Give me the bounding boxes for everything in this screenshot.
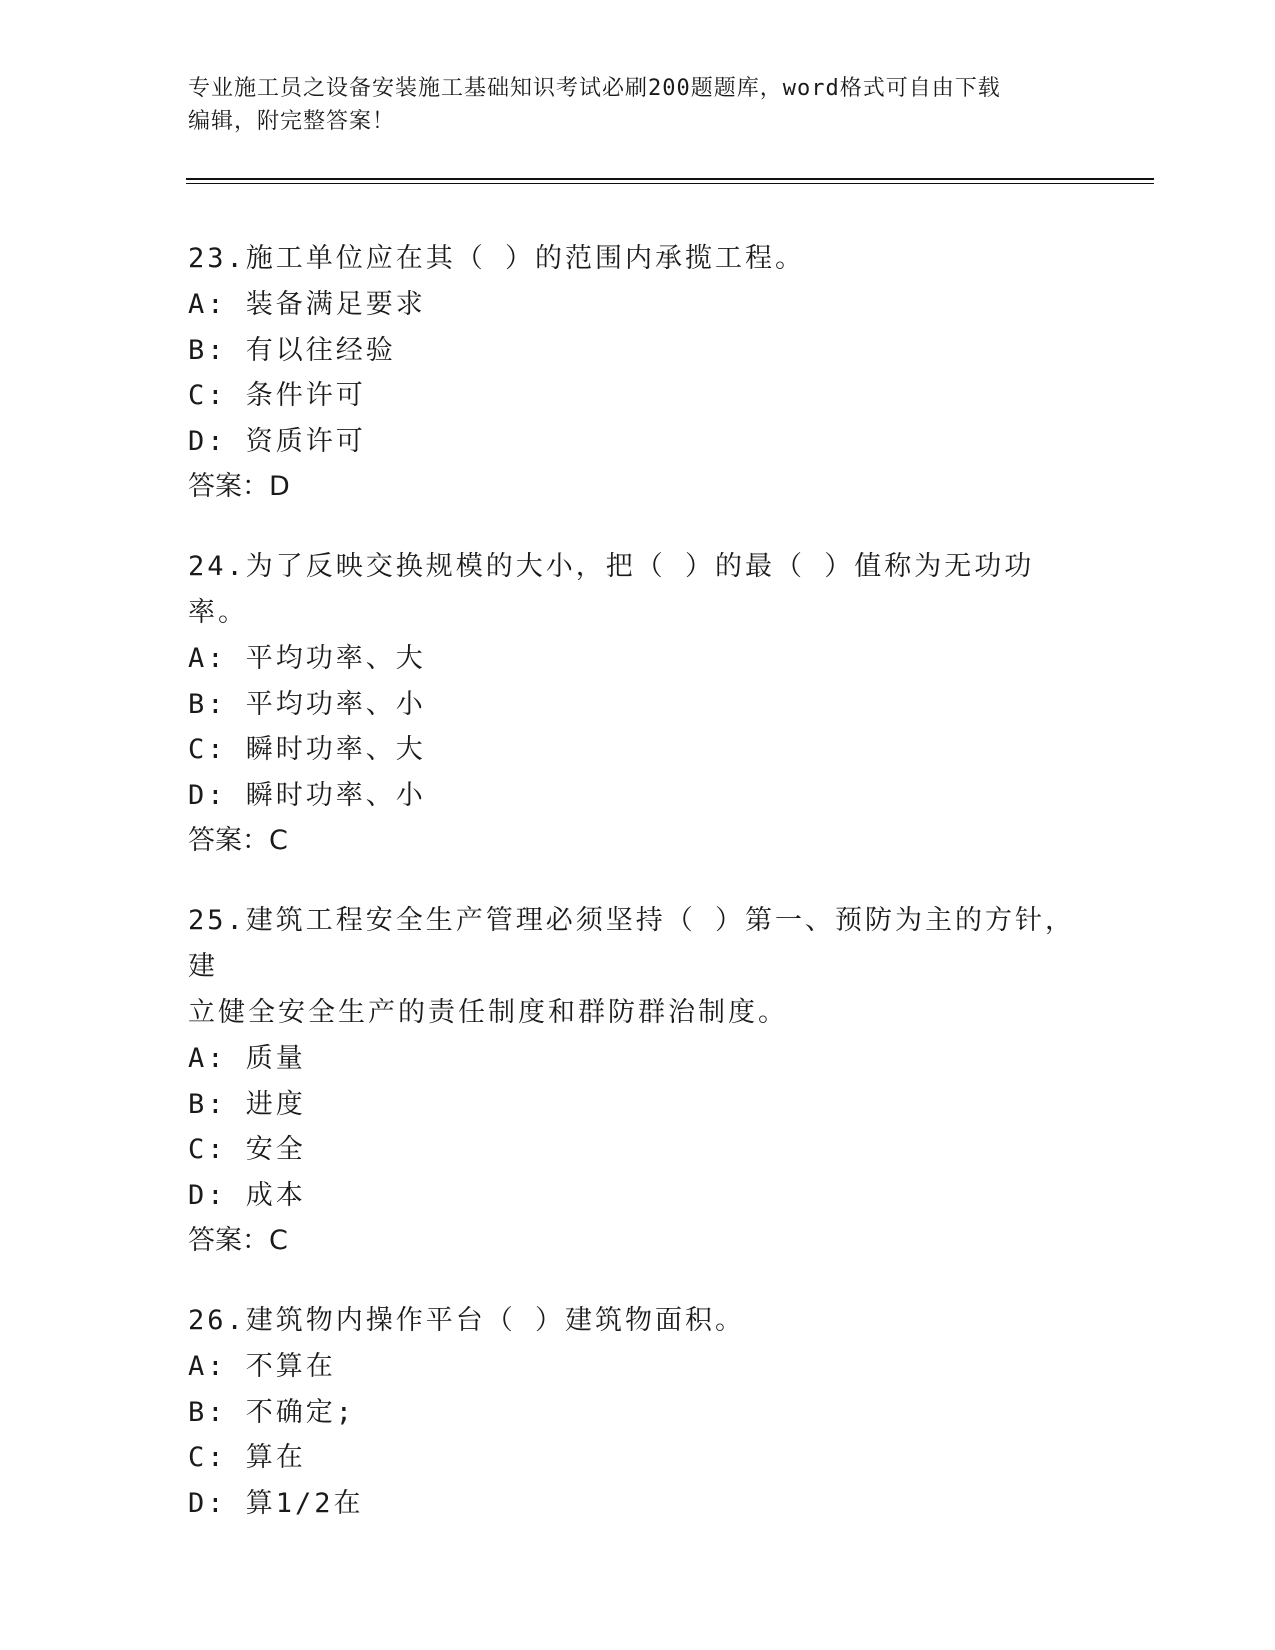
option-key: A: bbox=[188, 289, 227, 320]
question-stem bbox=[188, 544, 1088, 636]
question-list bbox=[188, 236, 1088, 1560]
answer-value: C bbox=[269, 825, 288, 856]
option-text: 质量 bbox=[245, 1043, 306, 1074]
option-text: 算在 bbox=[245, 1442, 306, 1473]
option-c bbox=[188, 1435, 1088, 1481]
option-c bbox=[188, 1127, 1088, 1173]
option-a bbox=[188, 1344, 1088, 1390]
answer-prefix: 答案： bbox=[188, 1225, 269, 1256]
header-divider-thin bbox=[186, 183, 1154, 184]
option-a bbox=[188, 636, 1088, 682]
question-stem bbox=[188, 898, 1088, 1036]
option-a bbox=[188, 1036, 1088, 1082]
document-header bbox=[188, 72, 1088, 138]
answer-value: C bbox=[269, 1225, 288, 1256]
question-26 bbox=[188, 1298, 1088, 1526]
option-key: A: bbox=[188, 643, 227, 674]
option-text: 不确定; bbox=[245, 1396, 356, 1428]
option-key: B: bbox=[188, 1088, 227, 1120]
option-text: 算1/2在 bbox=[245, 1487, 364, 1519]
option-key: D: bbox=[188, 1179, 227, 1211]
header-line-1: 专业施工员之设备安装施工基础知识考试必刷200题题库，word格式可自由下载 bbox=[188, 76, 1001, 101]
option-text: 安全 bbox=[245, 1134, 306, 1165]
option-key: D: bbox=[188, 1487, 227, 1519]
option-key: B: bbox=[188, 1396, 227, 1428]
option-key: D: bbox=[188, 779, 227, 811]
option-key: C: bbox=[188, 380, 227, 411]
answer-line bbox=[188, 1218, 1088, 1264]
option-c bbox=[188, 373, 1088, 419]
option-key: D: bbox=[188, 425, 227, 457]
option-d bbox=[188, 1481, 1088, 1527]
option-text: 条件许可 bbox=[245, 380, 366, 411]
answer-line bbox=[188, 464, 1088, 510]
option-text: 瞬时功率、小 bbox=[245, 779, 426, 811]
option-text: 平均功率、小 bbox=[245, 688, 426, 720]
option-key: B: bbox=[188, 334, 227, 366]
option-d bbox=[188, 419, 1088, 465]
option-text: 资质许可 bbox=[245, 425, 366, 457]
answer-prefix: 答案： bbox=[188, 471, 269, 502]
stem-line: 26.建筑物内操作平台（ ）建筑物面积。 bbox=[188, 1305, 746, 1336]
option-b bbox=[188, 682, 1088, 728]
stem-line: 25.建筑工程安全生产管理必须坚持（ ）第一、预防为主的方针，建 bbox=[188, 905, 1076, 982]
option-key: B: bbox=[188, 688, 227, 720]
question-24 bbox=[188, 544, 1088, 864]
stem-line: 23.施工单位应在其（ ）的范围内承揽工程。 bbox=[188, 243, 806, 274]
option-b bbox=[188, 1082, 1088, 1128]
option-key: C: bbox=[188, 1134, 227, 1165]
option-key: C: bbox=[188, 1442, 227, 1473]
option-text: 不算在 bbox=[245, 1351, 336, 1382]
option-text: 瞬时功率、大 bbox=[245, 734, 426, 765]
option-text: 平均功率、大 bbox=[245, 643, 426, 674]
option-d bbox=[188, 773, 1088, 819]
option-text: 装备满足要求 bbox=[245, 289, 426, 320]
option-d bbox=[188, 1173, 1088, 1219]
question-stem bbox=[188, 1298, 1088, 1344]
answer-line bbox=[188, 818, 1088, 864]
option-key: A: bbox=[188, 1043, 227, 1074]
option-key: A: bbox=[188, 1351, 227, 1382]
answer-value: D bbox=[269, 471, 290, 502]
stem-line: 24.为了反映交换规模的大小，把（ ）的最（ ）值称为无功功率。 bbox=[188, 551, 1035, 628]
question-25 bbox=[188, 898, 1088, 1264]
question-stem bbox=[188, 236, 1088, 282]
option-c bbox=[188, 727, 1088, 773]
option-b bbox=[188, 1390, 1088, 1436]
stem-line: 立健全安全生产的责任制度和群防群治制度。 bbox=[188, 997, 788, 1028]
option-text: 有以往经验 bbox=[245, 334, 396, 366]
option-a bbox=[188, 282, 1088, 328]
option-text: 成本 bbox=[245, 1179, 306, 1211]
option-key: C: bbox=[188, 734, 227, 765]
header-divider-thick bbox=[186, 178, 1154, 180]
question-23 bbox=[188, 236, 1088, 510]
header-line-2: 编辑，附完整答案！ bbox=[188, 109, 396, 134]
option-text: 进度 bbox=[245, 1088, 306, 1120]
answer-prefix: 答案： bbox=[188, 825, 269, 856]
option-b bbox=[188, 328, 1088, 374]
